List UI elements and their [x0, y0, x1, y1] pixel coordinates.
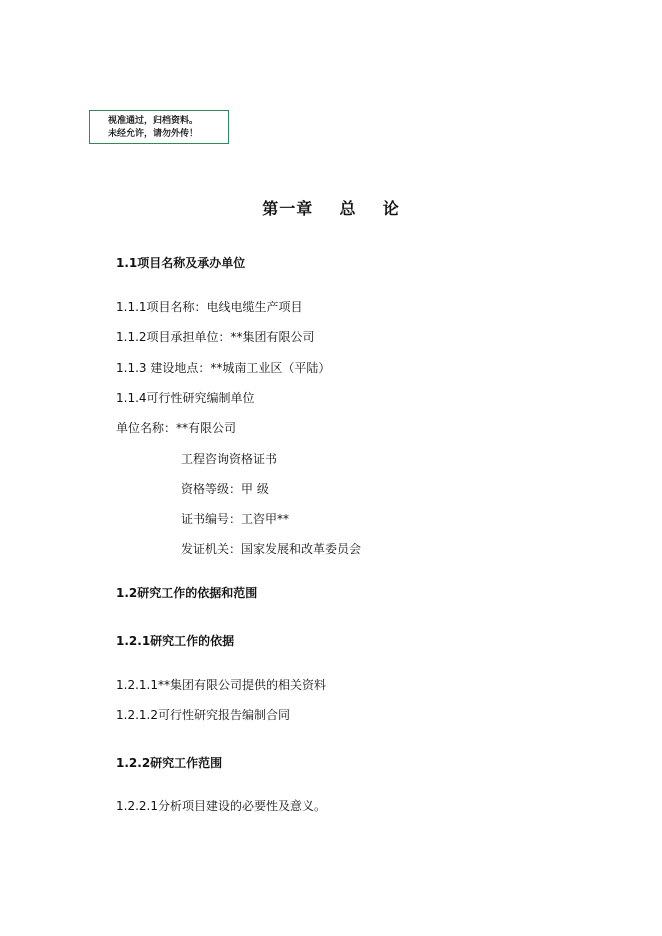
stamp-line-1: 视准通过，归档资料。: [108, 116, 199, 126]
item-1-1-1: 1.1.1项目名称：电线电缆生产项目: [116, 300, 303, 314]
cert-title: 工程咨询资格证书: [181, 452, 278, 466]
cert-number: 证书编号：工咨甲**: [181, 512, 290, 526]
item-1-1-3: 1.1.3 建设地点：**城南工业区（平陆）: [116, 361, 331, 375]
section-heading-1-2-1: 1.2.1研究工作的依据: [116, 634, 235, 648]
item-1-1-2: 1.1.2项目承担单位：**集团有限公司: [116, 330, 315, 344]
item-1-2-2-1: 1.2.2.1分析项目建设的必要性及意义。: [116, 799, 326, 813]
unit-name: 单位名称：**有限公司: [116, 421, 237, 435]
approval-stamp: [89, 110, 229, 144]
cert-issuer: 发证机关：国家发展和改革委员会: [181, 542, 362, 556]
item-1-2-1-2: 1.2.1.2可行性研究报告编制合同: [116, 708, 290, 722]
item-1-2-1-1: 1.2.1.1**集团有限公司提供的相关资料: [116, 678, 326, 692]
section-heading-1-1: 1.1项目名称及承办单位: [116, 256, 246, 270]
chapter-title: 第一章 总 论: [262, 199, 400, 218]
stamp-line-2: 未经允许，请勿外传！: [108, 129, 199, 139]
cert-level: 资格等级：甲 级: [181, 482, 269, 496]
section-heading-1-2-2: 1.2.2研究工作范围: [116, 756, 223, 770]
item-1-1-4: 1.1.4可行性研究编制单位: [116, 391, 255, 405]
section-heading-1-2: 1.2研究工作的依据和范围: [116, 586, 258, 600]
